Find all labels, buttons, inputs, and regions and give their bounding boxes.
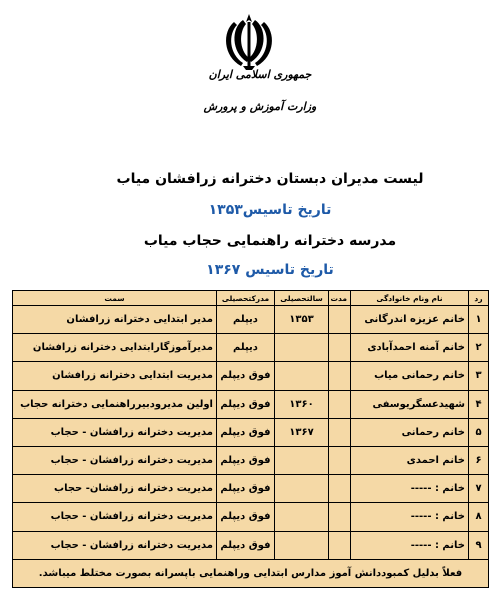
cell-year [275, 362, 329, 390]
cell-name: خانم : ----- [351, 503, 469, 531]
table-header-row [13, 291, 489, 306]
cell-edu: فوق دیپلم [217, 390, 275, 418]
cell-rd: ۸ [469, 503, 489, 531]
table-row [13, 418, 489, 446]
cell-role: مدیرآموزگارابتدایی دخترانه زرافشان [13, 334, 217, 362]
school-title-2: مدرسه دخترانه راهنمایی حجاب میاب [143, 233, 397, 249]
cell-edu: دیپلم [217, 306, 275, 334]
cell-role: مدیریت دخترانه زرافشان - حجاب [13, 531, 217, 559]
cell-role: مدیر ابتدایی دخترانه زرافشان [13, 306, 217, 334]
cell-duration [329, 475, 351, 503]
col-header-edu: مدرکتحصیلی [217, 291, 275, 306]
founding-date-2: تاریخ تاسیس ۱۳۶۷ [206, 262, 334, 278]
cell-rd: ۵ [469, 418, 489, 446]
cell-role: مدیریت دخترانه زرافشان - حجاب [13, 418, 217, 446]
cell-edu: فوق دیپلم [217, 362, 275, 390]
cell-name: خانم عزیزه اندرگانی [351, 306, 469, 334]
cell-edu: فوق دیپلم [217, 531, 275, 559]
cell-edu: فوق دیپلم [217, 446, 275, 474]
cell-duration [329, 362, 351, 390]
col-header-year: سالتحصیلی [275, 291, 329, 306]
table-row [13, 306, 489, 334]
cell-rd: ۲ [469, 334, 489, 362]
cell-year: ۱۳۶۷ [275, 418, 329, 446]
cell-duration [329, 334, 351, 362]
list-title: لیست مدیران دبستان دخترانه زرافشان میاب [116, 171, 424, 187]
cell-name: شهیدعسگریوسفی [351, 390, 469, 418]
table-row [13, 446, 489, 474]
cell-edu: دیپلم [217, 334, 275, 362]
cell-year [275, 475, 329, 503]
cell-year [275, 503, 329, 531]
cell-duration [329, 418, 351, 446]
table-row [13, 362, 489, 390]
table-footer-row [13, 559, 489, 587]
cell-duration [329, 390, 351, 418]
cell-year: ۱۳۶۰ [275, 390, 329, 418]
col-header-rd: رد [469, 291, 489, 306]
cell-role: مدیریت دخترانه زرافشان- حجاب [13, 475, 217, 503]
col-header-name: نام ونام خانوادگی [351, 291, 469, 306]
cell-duration [329, 306, 351, 334]
table-footer-note: فعلاً بدلیل کمبوددانش آموز مدارس ابتدایی وراهنمایی باپسرانه بصورت مختلط میباشد. [13, 559, 489, 587]
managers-table [12, 290, 489, 588]
cell-name: خانم : ----- [351, 531, 469, 559]
col-header-role: سمت [13, 291, 217, 306]
cell-name: خانم احمدی [351, 446, 469, 474]
founding-date-1: تاریخ تاسیس۱۳۵۳ [208, 202, 332, 218]
table-row [13, 475, 489, 503]
col-header-duration: مدت [329, 291, 351, 306]
emblem-icon [219, 10, 279, 72]
cell-rd: ۱ [469, 306, 489, 334]
cell-duration [329, 446, 351, 474]
cell-rd: ۴ [469, 390, 489, 418]
cell-duration [329, 503, 351, 531]
cell-edu: فوق دیپلم [217, 475, 275, 503]
cell-name: خانم رحمانی [351, 418, 469, 446]
table-row [13, 531, 489, 559]
cell-edu: فوق دیپلم [217, 418, 275, 446]
cell-duration [329, 531, 351, 559]
cell-year [275, 531, 329, 559]
header-ministry: وزارت آموزش و پرورش [203, 100, 317, 113]
cell-rd: ۳ [469, 362, 489, 390]
cell-name: خانم آمنه احمدآبادی [351, 334, 469, 362]
header-country: جمهوری اسلامی ایران [208, 68, 312, 81]
cell-year [275, 334, 329, 362]
cell-rd: ۶ [469, 446, 489, 474]
cell-year: ۱۳۵۳ [275, 306, 329, 334]
table-row [13, 334, 489, 362]
cell-year [275, 446, 329, 474]
cell-rd: ۷ [469, 475, 489, 503]
iran-emblem [219, 10, 279, 72]
table-row [13, 390, 489, 418]
cell-role: مدیریت دخترانه زرافشان - حجاب [13, 446, 217, 474]
cell-name: خانم : ----- [351, 475, 469, 503]
cell-rd: ۹ [469, 531, 489, 559]
cell-edu: فوق دیپلم [217, 503, 275, 531]
cell-role: اولین مدیرودبیرراهنمایی دخترانه حجاب [13, 390, 217, 418]
cell-role: مدیریت ابتدایی دخترانه زرافشان [13, 362, 217, 390]
cell-name: خانم رحمانی میاب [351, 362, 469, 390]
table-row [13, 503, 489, 531]
cell-role: مدیریت دخترانه زرافشان - حجاب [13, 503, 217, 531]
